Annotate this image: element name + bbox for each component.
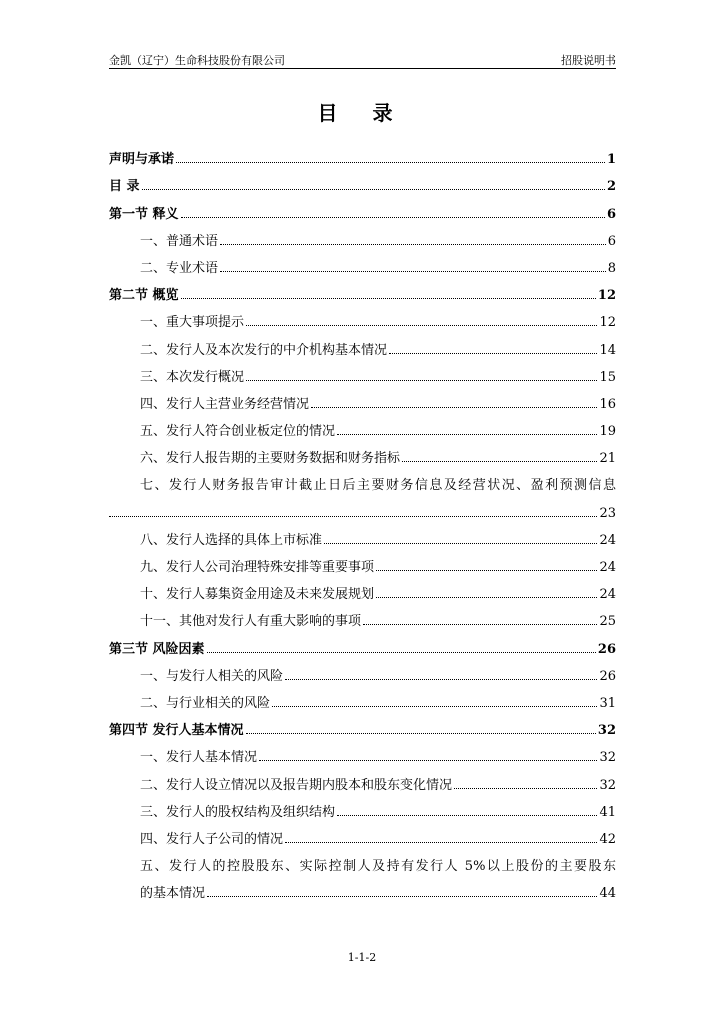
toc-entry-label: 二、发行人设立情况以及报告期内股本和股东变化情况 xyxy=(140,777,453,793)
toc-entry[interactable] xyxy=(109,439,616,466)
toc-entry-label: 一、重大事项提示 xyxy=(140,315,245,331)
toc-entry[interactable] xyxy=(109,466,616,493)
toc-entry-label: 一、普通术语 xyxy=(140,233,219,249)
toc-entry-page: 41 xyxy=(599,804,616,820)
toc-leader-dots xyxy=(324,543,597,544)
toc-entry[interactable] xyxy=(109,602,616,629)
toc-entry[interactable] xyxy=(109,330,616,357)
page-number: 1-1-2 xyxy=(347,951,377,964)
toc-leader-dots xyxy=(207,652,596,653)
toc-entry[interactable] xyxy=(109,575,616,602)
toc-entry[interactable] xyxy=(109,222,616,249)
toc-entry-label-cont: 的基本情况 xyxy=(140,886,206,902)
toc-entry[interactable] xyxy=(109,738,616,765)
toc-leader-dots xyxy=(285,679,597,680)
toc-entry-page: 26 xyxy=(599,668,616,684)
toc-leader-dots xyxy=(402,461,597,462)
toc-entry-page: 15 xyxy=(599,369,616,385)
toc-section-entry[interactable] xyxy=(109,711,616,738)
toc-entry-label: 五、发行人的控股股东、实际控制人及持有发行人 5%以上股份的主要股东 xyxy=(140,859,616,875)
toc-entry-page: 1 xyxy=(606,152,616,168)
toc-leader-dots xyxy=(207,896,597,897)
toc-entry-page: 26 xyxy=(597,641,616,657)
toc-entry-continuation[interactable] xyxy=(109,493,616,520)
toc-entry-label: 四、发行人主营业务经营情况 xyxy=(140,396,310,412)
toc-entry-label: 六、发行人报告期的主要财务数据和财务指标 xyxy=(140,451,401,467)
toc-leader-dots xyxy=(246,380,597,381)
toc-leader-dots xyxy=(176,162,605,163)
toc-leader-dots xyxy=(389,353,597,354)
toc-entry-page: 23 xyxy=(599,505,616,521)
toc-entry-label: 目 录 xyxy=(109,179,140,195)
toc-entry-page: 16 xyxy=(599,396,616,412)
toc-section-entry[interactable] xyxy=(109,194,616,221)
table-of-contents xyxy=(109,140,616,901)
toc-entry-label: 第三节 风险因素 xyxy=(109,641,205,657)
toc-entry[interactable] xyxy=(109,548,616,575)
toc-entry-page: 32 xyxy=(597,723,616,739)
toc-entry-page: 6 xyxy=(607,233,616,249)
toc-leader-dots xyxy=(142,189,605,190)
toc-entry[interactable] xyxy=(109,765,616,792)
toc-leader-dots xyxy=(311,407,597,408)
header-doc-type: 招股说明书 xyxy=(561,54,616,67)
toc-entry-label: 四、发行人子公司的情况 xyxy=(140,831,284,847)
toc-entry[interactable] xyxy=(109,358,616,385)
toc-entry[interactable] xyxy=(109,412,616,439)
toc-entry-label: 声明与承诺 xyxy=(109,152,175,168)
toc-entry-label: 二、发行人及本次发行的中介机构基本情况 xyxy=(140,342,388,358)
toc-entry-label: 二、专业术语 xyxy=(140,260,219,276)
toc-leader-dots xyxy=(181,217,605,218)
toc-entry-page: 24 xyxy=(599,587,616,603)
toc-entry-label: 十一、其他对发行人有重大影响的事项 xyxy=(140,614,362,630)
toc-leader-dots xyxy=(363,624,597,625)
toc-entry-label: 第一节 释义 xyxy=(109,206,179,222)
toc-entry-label: 二、与行业相关的风险 xyxy=(140,695,271,711)
toc-leader-dots xyxy=(337,815,597,816)
toc-entry-page: 24 xyxy=(599,532,616,548)
toc-entry-page: 44 xyxy=(599,886,616,902)
toc-entry-label: 七、发行人财务报告审计截止日后主要财务信息及经营状况、盈利预测信息 xyxy=(140,478,616,494)
toc-entry-label: 九、发行人公司治理特殊安排等重要事项 xyxy=(140,560,375,575)
toc-section-entry[interactable] xyxy=(109,140,616,167)
header-company: 金凯（辽宁）生命科技股份有限公司 xyxy=(109,54,285,67)
toc-leader-dots xyxy=(220,271,606,272)
toc-entry[interactable] xyxy=(109,684,616,711)
page-header xyxy=(109,50,616,69)
toc-title: 目 录 xyxy=(317,101,407,125)
toc-entry-page: 19 xyxy=(599,424,616,440)
toc-entry-continuation[interactable] xyxy=(109,874,616,901)
toc-entry[interactable] xyxy=(109,521,616,548)
toc-entry[interactable] xyxy=(109,303,616,330)
toc-entry-page: 2 xyxy=(606,179,616,195)
toc-entry-page: 24 xyxy=(599,560,616,575)
toc-entry[interactable] xyxy=(109,793,616,820)
toc-leader-dots xyxy=(246,325,597,326)
toc-entry-page: 12 xyxy=(597,288,616,304)
toc-entry[interactable] xyxy=(109,657,616,684)
toc-entry-page: 31 xyxy=(599,695,616,711)
toc-leader-dots xyxy=(272,706,597,707)
toc-leader-dots xyxy=(220,244,606,245)
toc-leader-dots xyxy=(337,434,597,435)
toc-entry-label: 三、发行人的股权结构及组织结构 xyxy=(140,804,336,820)
toc-entry-page: 32 xyxy=(599,750,616,766)
toc-entry-page: 21 xyxy=(599,451,616,467)
toc-section-entry[interactable] xyxy=(109,167,616,194)
toc-leader-dots xyxy=(109,516,597,517)
toc-entry-label: 五、发行人符合创业板定位的情况 xyxy=(140,424,336,440)
toc-leader-dots xyxy=(246,733,596,734)
toc-leader-dots xyxy=(454,788,597,789)
toc-entry-label: 第二节 概览 xyxy=(109,288,179,304)
toc-leader-dots xyxy=(376,597,597,598)
toc-section-entry[interactable] xyxy=(109,276,616,303)
toc-leader-dots xyxy=(259,760,597,761)
toc-entry-label: 一、与发行人相关的风险 xyxy=(140,668,284,684)
toc-entry-page: 25 xyxy=(599,614,616,630)
toc-entry[interactable] xyxy=(109,847,616,874)
toc-entry[interactable] xyxy=(109,385,616,412)
toc-entry-page: 6 xyxy=(606,206,616,222)
toc-section-entry[interactable] xyxy=(109,629,616,656)
toc-entry[interactable] xyxy=(109,249,616,276)
toc-entry-page: 32 xyxy=(599,777,616,793)
toc-entry-label: 三、本次发行概况 xyxy=(140,369,245,385)
toc-entry-label: 第四节 发行人基本情况 xyxy=(109,723,244,739)
toc-entry-page: 8 xyxy=(607,260,616,276)
toc-entry-page: 12 xyxy=(599,315,616,331)
toc-entry-page: 14 xyxy=(599,342,616,358)
toc-entry[interactable] xyxy=(109,820,616,847)
toc-entry-label: 一、发行人基本情况 xyxy=(140,750,258,766)
toc-leader-dots xyxy=(376,570,597,571)
toc-leader-dots xyxy=(181,298,596,299)
toc-entry-label: 八、发行人选择的具体上市标准 xyxy=(140,532,323,548)
toc-leader-dots xyxy=(285,842,597,843)
toc-entry-page: 42 xyxy=(599,831,616,847)
toc-entry-label: 十、发行人募集资金用途及未来发展规划 xyxy=(140,587,375,603)
